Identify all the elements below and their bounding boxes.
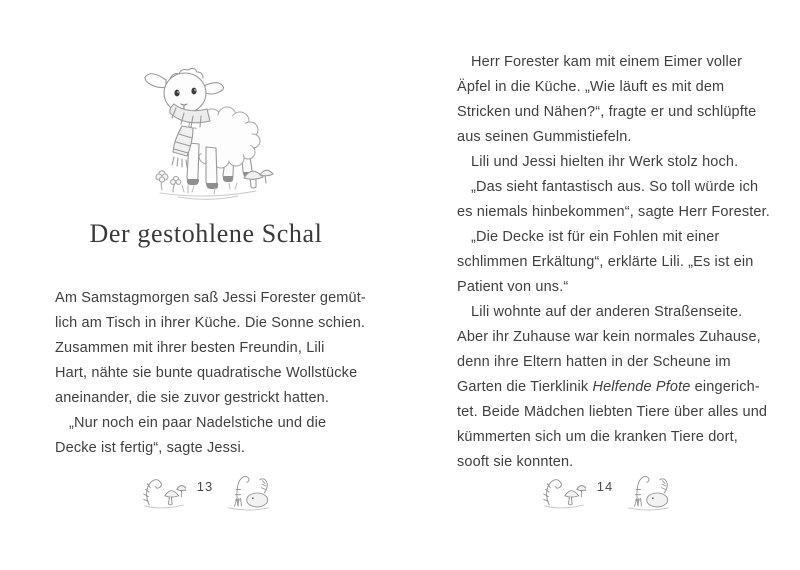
fern-and-mushrooms-icon [140,474,186,512]
page-number: 13 [196,478,214,494]
text-line: Zusammen mit ihrer besten Freundin, Lili [55,340,325,356]
text-line: Lili wohnte auf der anderen Straßenseite. [471,304,743,320]
text-line-with-italic [457,375,767,400]
text-line: Lili und Jessi hielten ihr Werk stolz hoch. [471,154,739,170]
text-line: schlimmen Erkältung“, erklärte Lili. „Es ist ein [457,254,754,270]
plant-and-sleeping-animal-icon [224,472,272,514]
chapter-title: Der gestohlene Schal [89,219,323,248]
fern-and-mushrooms-icon [540,474,586,512]
text-line: Decke ist fertig“, sagte Jessi. [55,440,245,456]
text-segment: Garten die Tierklinik [457,379,593,395]
text-line: denn ihre Eltern hatten in der Scheune im [457,354,731,370]
text-line: Stricken und Nähen?“, fragte er und schlüpfte [457,104,757,120]
text-line: Äpfel in die Küche. „Wie läuft es mit dem [457,79,725,95]
lamb-with-scarf-illustration [126,46,286,206]
text-line: es niemals hinbekommen“, sagte Herr Forester. [457,204,770,220]
text-line: lich am Tisch in ihrer Küche. Die Sonne schien. [55,315,366,331]
plant-and-sleeping-animal-icon [624,472,672,514]
text-line: „Die Decke ist für ein Fohlen mit einer [471,229,720,245]
right-paragraphs [457,50,770,475]
text-line: „Das sieht fantastisch aus. So toll würde ich [471,179,759,195]
clinic-name-italic: Helfende Pfote [592,379,691,395]
text-line: tet. Beide Mädchen liebten Tiere über alles und [457,404,768,420]
text-line: Patient von uns.“ [457,279,569,295]
left-page-footer [40,472,372,514]
text-segment: eingerich- [690,379,760,395]
page-number: 14 [596,478,614,494]
right-page-footer [445,472,767,514]
text-line: aus seinen Gummistiefeln. [457,129,632,145]
text-line: „Nur noch ein paar Nadelstiche und die [69,415,327,431]
text-line: Am Samstagmorgen saß Jessi Forester gemüt- [55,290,366,306]
text-line: kümmerten sich um die kranken Tiere dort, [457,429,738,445]
text-line: Aber ihr Zuhause war kein normales Zuhause, [457,329,761,345]
text-line: sooft sie konnten. [457,454,574,470]
text-line: aneinander, die sie zuvor gestrickt hatten. [55,390,330,406]
text-line: Herr Forester kam mit einem Eimer voller [471,54,743,70]
left-paragraph [55,286,385,461]
text-line: Hart, nähte sie bunte quadratische Wollstücke [55,365,358,381]
